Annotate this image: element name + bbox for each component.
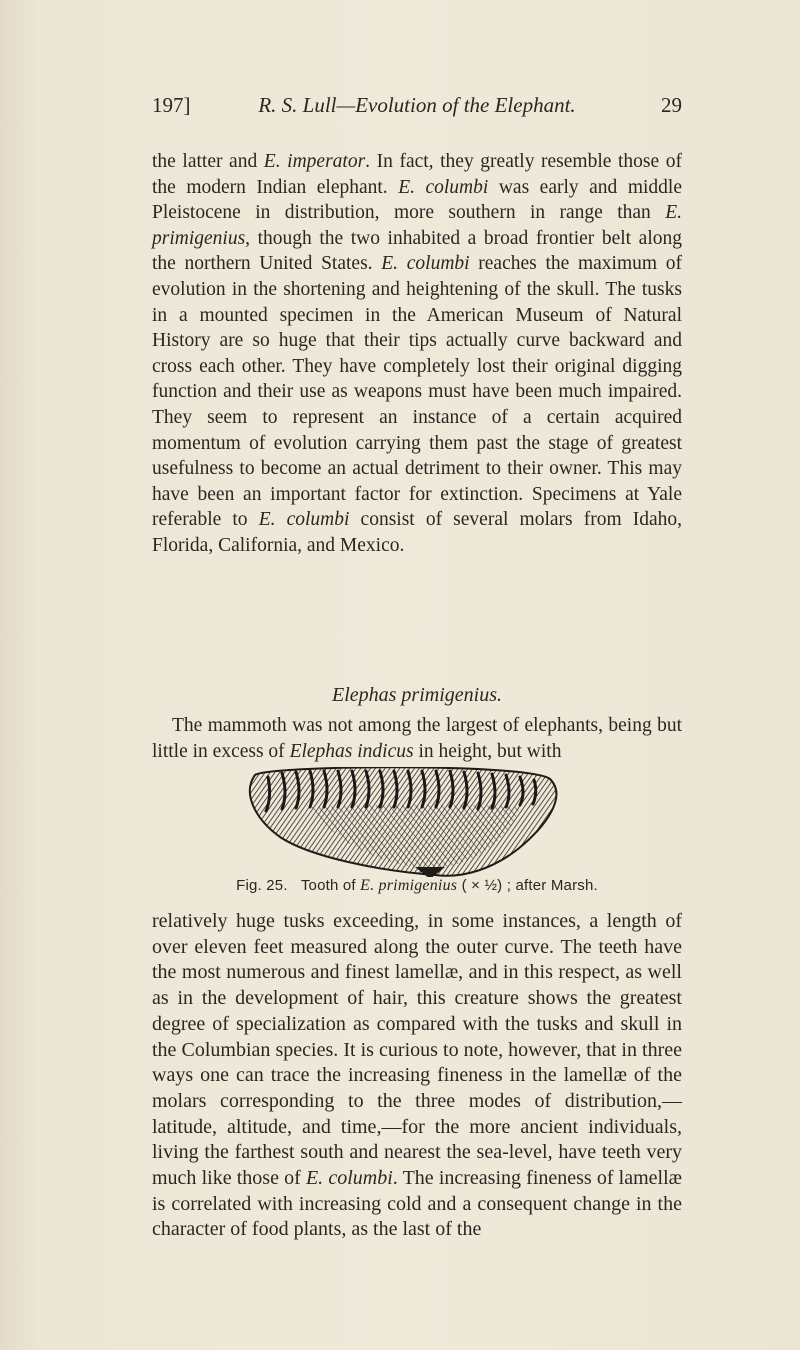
species-name: Elephas indicus [289, 740, 414, 762]
species-name: E. columbi [305, 1167, 393, 1190]
species-name: E. primigenius [152, 202, 682, 249]
running-author: R. S. Lull [258, 93, 337, 117]
text-run: . The increasing fineness of lamellæ is correlated with increasing cold and a consequent change in the character of food plants, as the last of the [152, 1167, 683, 1241]
species-name: E. columbi [398, 176, 489, 198]
right-page-number: 29 [661, 93, 682, 117]
left-page-number: 197] [152, 93, 191, 117]
text-run: was early and middle Pleistocene in distribution, more southern in range than [152, 176, 682, 224]
text-run: . In fact, they greatly resemble those of the modern Indian elephant. [152, 151, 682, 198]
mammoth-molar-engraving-icon [200, 767, 640, 877]
paragraph-3 [152, 909, 682, 1243]
running-title-text: Evolution of the Elephant. [355, 93, 576, 117]
text-run: consist of several molars from Idaho, Florida, California, and Mexico. [152, 509, 683, 556]
text-run: relatively huge tusks exceeding, in some instances, a length of over eleven feet measured along the outer curve. The teeth have the most numerous and finest lamellæ, and in this respect, as well as in the development of hair, this creature shows the greatest degree of specialization as compared with the tusks and skull in the Columbian species. It is curious to note, however, that in three ways one can trace the increasing fineness in the lamellæ of the molars corresponding to the three modes of distribution,—latitude, altitude, and time,—for the more ancient individuals, living the farthest south and nearest the sea-level, have teeth very much like those of [152, 910, 682, 1190]
text-run: the latter and [152, 151, 264, 172]
species-name: E. columbi [258, 509, 350, 531]
text-run: The mammoth was not among the largest of elephants, being but little in excess of [152, 715, 682, 762]
paragraph-1 [152, 149, 682, 559]
running-title: R. S. Lull—Evolution of the Elephant. [258, 93, 576, 117]
species-name: E. columbi [381, 253, 470, 275]
caption-species: E. primigenius [360, 877, 458, 894]
text-run: in height, but with [413, 740, 562, 762]
text-run: , though the two inhabited a broad frontier belt along the northern United States. [152, 227, 682, 275]
mammoth-molar-figure [200, 767, 640, 877]
paragraph-2 [152, 713, 682, 764]
species-name: E. imperator [263, 151, 366, 172]
figure-caption [152, 876, 682, 896]
figure-label: Fig. 25. [236, 877, 288, 894]
caption-text: Tooth of [300, 877, 361, 894]
caption-text: ( × ½) ; after Marsh. [457, 877, 598, 894]
section-heading: Elephas primigenius. [332, 684, 502, 706]
text-run: reaches the maximum of evolution in the shortening and heightening of the skull. The tusks in a mounted specimen in the American Museum of Natural History are so huge that their tips actually curve backward and cross each other. They have completely lost their original digging function and their use as weapons must have been much impaired. They seem to represent an instance of a certain acquired momentum of evolution carrying them past the stage of greatest usefulness to become an actual detriment to their owner. This may have been an important factor for extinction. Specimens at Yale referable to [152, 253, 682, 531]
